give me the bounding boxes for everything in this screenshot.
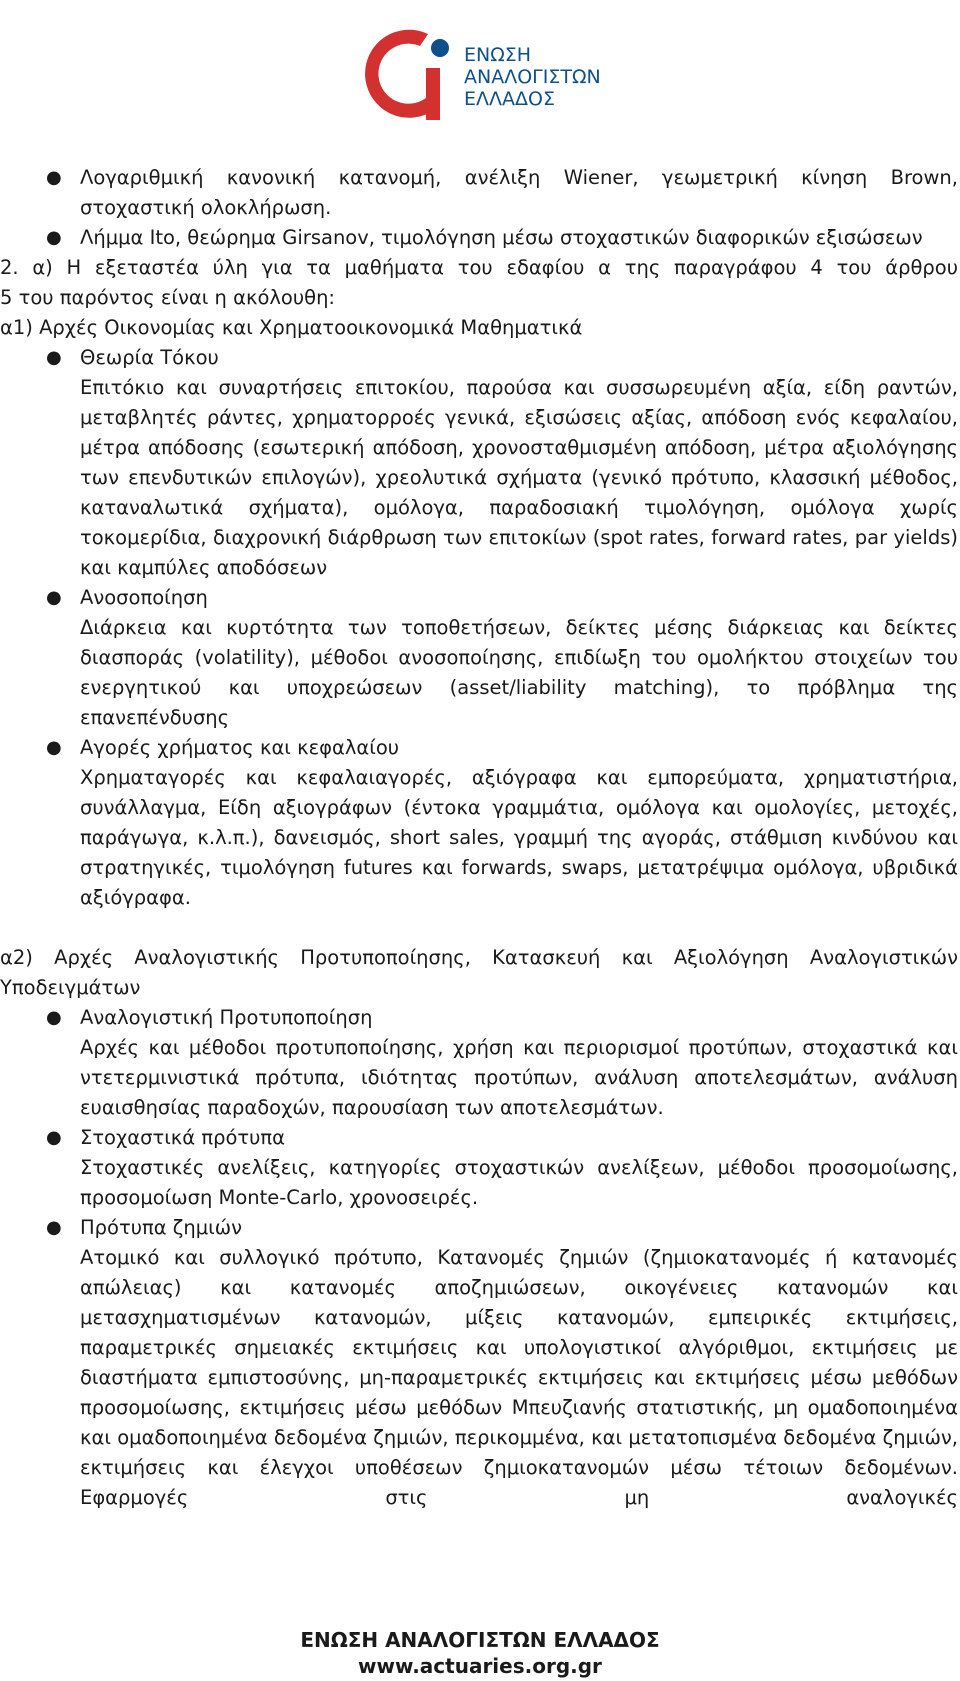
section-heading-cont: Υποδειγμάτων <box>0 976 141 999</box>
bullet-text: Λογαριθμική κανονική κατανομή, ανέλιξη Wiener, γεωμετρική κίνηση Brown, στοχαστική ολοκλήρωση. <box>80 166 958 219</box>
paragraph-line: 2. α) Η εξεταστέα ύλη για τα μαθήματα του εδαφίου α της παραγράφου 4 του άρθρου <box>0 256 958 279</box>
topic-title: ● Ανοσοποίηση <box>0 583 960 613</box>
bullet-icon: ● <box>46 167 62 188</box>
bullet-icon: ● <box>46 347 62 368</box>
topic-description: Ατομικό και συλλογικό πρότυπο, Κατανομές ζημιών (ζημιοκατανομές ή κατανομές απώλειας) και κατανομές αποζημιώσεων, οικογένειες κατανομών και μετασχηματισμένων κατανομών, μίξεις κατανομών, εμπειρικές εκτιμήσεις, παραμετρικές σημειακές εκτιμήσεις και υπολογιστικοί αλγόριθμοι, εκτιμήσεις με διαστήματα εμπιστοσύνης, μη-παραμετρικές εκτιμήσεις και εκτιμήσεις μέσω μεθόδων προσομοίωσης, εκτιμήσεις μέσω μεθόδων Μπευζιανής στατιστικής, μη ομαδοποιημένα και ομαδοποιημένα δεδομένα ζημιών, περικομμένα, και μετατοπισμένα δεδομένα ζημιών, εκτιμήσεις και έλεγχοι υποθέσεων ζημιοκατανομών μέσω τέτοιων δεδομένων. Εφαρμογές στις μη αναλογικές <box>80 1246 958 1509</box>
bullet-icon: ● <box>46 587 62 608</box>
topic-description: Στοχαστικές ανελίξεις, κατηγορίες στοχαστικών ανελίξεων, μέθοδοι προσομοίωσης, προσομοίωση Monte-Carlo, χρονοσειρές. <box>80 1156 958 1209</box>
topic-title: ● Αγορές χρήματος και κεφαλαίου <box>0 733 960 763</box>
bullet-item <box>0 223 960 253</box>
paragraph-line: 5 του παρόντος είναι η ακόλουθη: <box>0 286 335 309</box>
footer-url-link[interactable]: www.actuaries.org.gr <box>358 1654 602 1678</box>
bullet-icon: ● <box>46 227 62 248</box>
section-heading: α2) Αρχές Αναλογιστικής Προτυποποίησης, Κατασκευή και Αξιολόγηση Αναλογιστικών <box>0 946 958 969</box>
footer-organization: ΕΝΩΣΗ ΑΝΑΛΟΓΙΣΤΩΝ ΕΛΛΑΔΟΣ <box>300 1628 660 1652</box>
logo-line-2: ΑΝΑΛΟΓΙΣΤΩΝ <box>464 66 601 88</box>
topic-description: Επιτόκιο και συναρτήσεις επιτοκίου, παρούσα και συσσωρευμένη αξία, είδη ραντών, μεταβλητές ράντες, χρηματορροές γενικά, εξισώσεις αξίας, απόδοση ενός κεφαλαίου, μέτρα απόδοσης (εσωτερική απόδοση, χρονοσταθμισμένη απόδοση, μέτρα αξιολόγησης των επενδυτικών επιλογών), χρεολυτικά σχήματα (γενικό πρότυπο, κλασσική μέθοδος, καταναλωτικά σχήματα), ομόλογα, παραδοσιακή τιμολόγηση, ομόλογα χωρίς τοκομερίδια, διαχρονική διάρθρωση των επιτοκίων (spot rates, forward rates, par yields) και καμπύλες αποδόσεων <box>80 376 958 579</box>
topic-title: ● Θεωρία Τόκου <box>0 343 960 373</box>
header-logo <box>356 18 606 128</box>
topic-description: Αρχές και μέθοδοι προτυποποίησης, χρήση και περιορισμοί προτύπων, στοχαστικά και ντετερμινιστικά πρότυπα, ιδιότητας προτύπων, ανάλυση αποτελεσμάτων, ανάλυση ευαισθησίας παραδοχών, παρουσίαση των αποτελεσμάτων. <box>80 1036 958 1119</box>
topic-title: ● Αναλογιστική Προτυποποίηση <box>0 1003 960 1033</box>
logo-emblem-icon <box>356 18 464 126</box>
bullet-icon: ● <box>46 1007 62 1028</box>
topic-description: Διάρκεια και κυρτότητα των τοποθετήσεων, δείκτες μέσης διάρκειας και δείκτες διασποράς (volatility), μέθοδοι ανοσοποίησης, επιδίωξη του ομολήκτου στοιχείων του ενεργητικού και υποχρεώσεων (asset/liability matching), το πρόβλημα της επανεπένδυσης <box>80 616 958 729</box>
logo-wordmark <box>464 44 601 110</box>
section-heading: α1) Αρχές Οικονομίας και Χρηματοοικονομικά Μαθηματικά <box>0 316 583 339</box>
topic-title: ● Πρότυπα ζημιών <box>0 1213 960 1243</box>
bullet-icon: ● <box>46 1217 62 1238</box>
topic-title: ● Στοχαστικά πρότυπα <box>0 1123 960 1153</box>
topic-description: Χρηματαγορές και κεφαλαιαγορές, αξιόγραφα και εμπορεύματα, χρηματιστήρια, συνάλλαγμα, Είδη αξιογράφων (έντοκα γραμμάτια, ομόλογα και ομολογίες, μετοχές, παράγωγα, κ.λ.π.), δανεισμός, short sales, γραμμή της αγοράς, στάθμιση κινδύνου και στρατηγικές, τιμολόγηση futures και forwards, swaps, μετατρέψιμα ομόλογα, υβριδικά αξιόγραφα. <box>80 766 958 909</box>
spacer <box>0 913 960 943</box>
document-body <box>0 163 960 1513</box>
logo-line-3: ΕΛΛΑΔΟΣ <box>464 88 555 110</box>
bullet-icon: ● <box>46 737 62 758</box>
bullet-item <box>0 163 960 223</box>
logo-line-1: ΕΝΩΣΗ <box>464 44 532 66</box>
bullet-icon: ● <box>46 1127 62 1148</box>
bullet-text: Λήμμα Ito, θεώρημα Girsanov, τιμολόγηση μέσω στοχαστικών διαφορικών εξισώσεων <box>80 226 923 249</box>
